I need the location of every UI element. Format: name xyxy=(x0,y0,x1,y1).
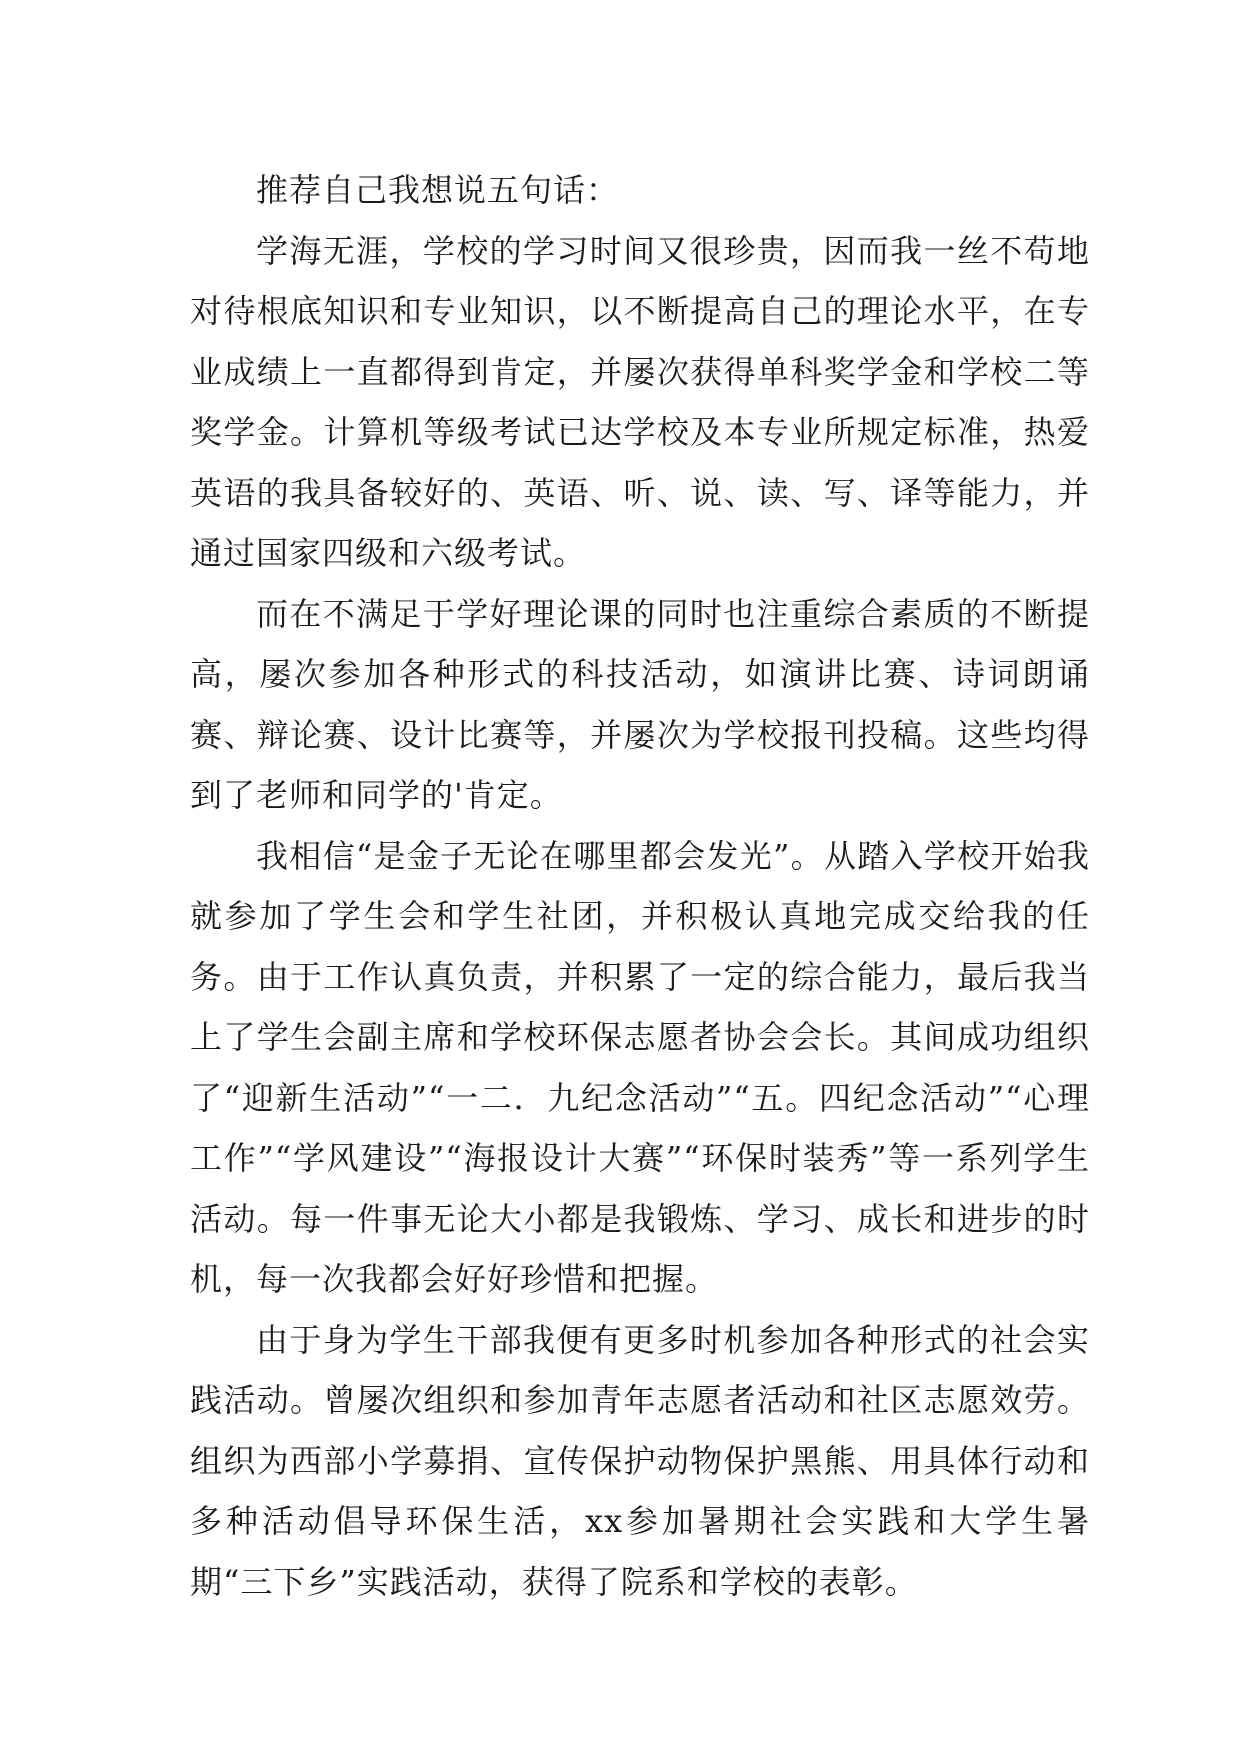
paragraph-activities: 而在不满足于学好理论课的同时也注重综合素质的不断提高，屡次参加各种形式的科技活动，如演讲比赛、诗词朗诵赛、辩论赛、设计比赛等，并屡次为学校报刊投稿。这些均得到了老师和同学的'肯定。 xyxy=(190,594,1090,814)
paragraph-intro: 推荐自己我想说五句话： xyxy=(256,171,620,209)
paragraph-social-practice: 由于身为学生干部我便有更多时机参加各种形式的社会实践活动。曾屡次组织和参加青年志愿者活动和社区志愿效劳。组织为西部小学募捐、宣传保护动物保护黑熊、用具体行动和多种活动倡导环保生活，xx参加暑期社会实践和大学生暑期“三下乡”实践活动，获得了院系和学校的表彰。 xyxy=(190,1320,1090,1601)
document-body xyxy=(190,160,1090,1612)
paragraph-student-union: 我相信“是金子无论在哪里都会发光”。从踏入学校开始我就参加了学生会和学生社团，并积极认真地完成交给我的任务。由于工作认真负责，并积累了一定的综合能力，最后我当上了学生会副主席和学校环保志愿者协会会长。其间成功组织了“迎新生活动”“一二．九纪念活动”“五。四纪念活动”“心理工作”“学风建设”“海报设计大赛”“环保时装秀”等一系列学生活动。每一件事无论大小都是我锻炼、学习、成长和进步的时机，每一次我都会好好珍惜和把握。 xyxy=(190,836,1090,1298)
paragraph-study: 学海无涯，学校的学习时间又很珍贵，因而我一丝不苟地对待根底知识和专业知识，以不断提高自己的理论水平，在专业成绩上一直都得到肯定，并屡次获得单科奖学金和学校二等奖学金。计算机等级考试已达学校及本专业所规定标准，热爱英语的我具备较好的、英语、听、说、读、写、译等能力，并通过国家四级和六级考试。 xyxy=(190,231,1090,572)
